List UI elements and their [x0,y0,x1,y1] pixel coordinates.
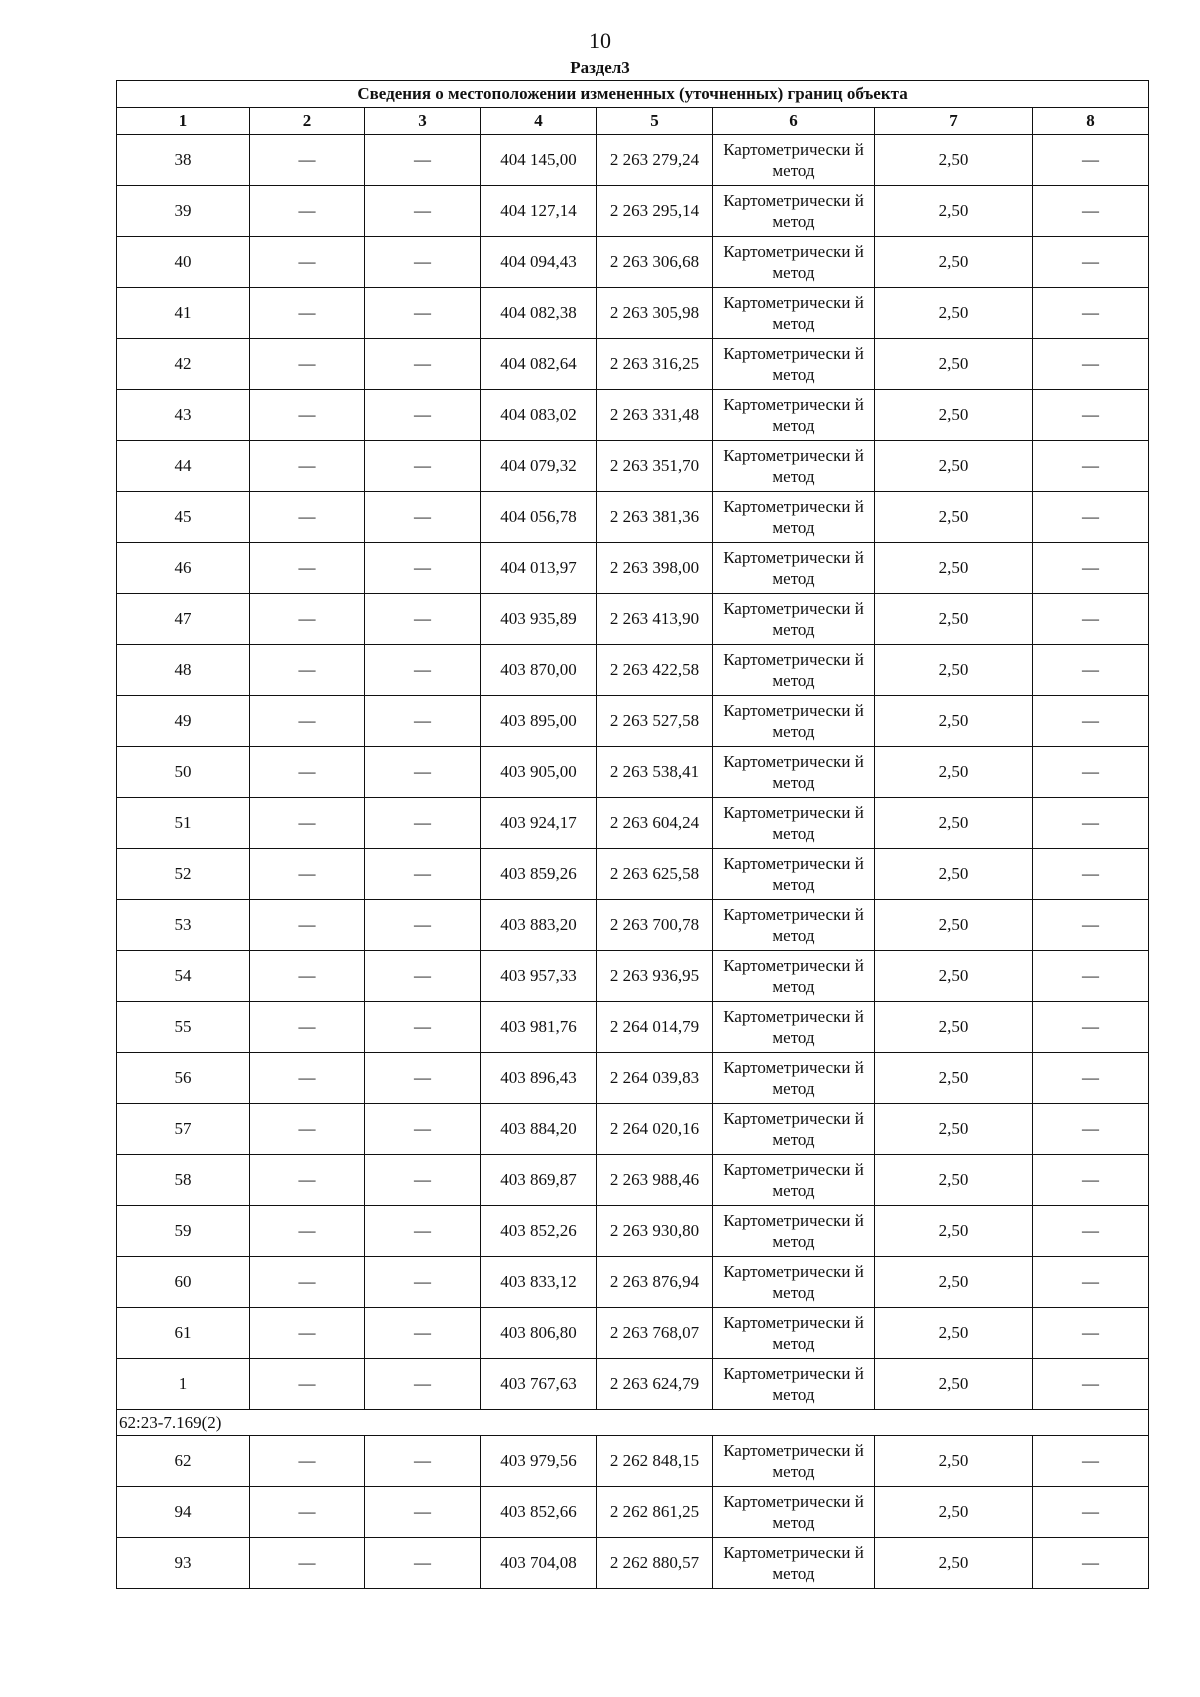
table-row [117,900,1149,951]
empty-cell: — [1033,1436,1149,1487]
empty-cell: — [365,849,481,900]
coordinate-y-cell: 2 263 930,80 [597,1206,713,1257]
empty-cell: — [250,747,365,798]
method-cell: Картометрически й метод [713,951,875,1002]
method-cell: Картометрически й метод [713,594,875,645]
accuracy-cell: 2,50 [875,900,1033,951]
coordinate-x-cell: 404 082,64 [481,339,597,390]
table-caption-row [117,81,1149,108]
table-caption: Сведения о местоположении измененных (уточненных) границ объекта [117,81,1149,108]
group-label-row [117,1410,1149,1436]
table-row [117,1104,1149,1155]
coordinate-x-cell: 403 896,43 [481,1053,597,1104]
table-row [117,441,1149,492]
accuracy-cell: 2,50 [875,696,1033,747]
empty-cell: — [250,543,365,594]
empty-cell: — [1033,186,1149,237]
accuracy-cell: 2,50 [875,186,1033,237]
method-cell: Картометрически й метод [713,1257,875,1308]
method-cell: Картометрически й метод [713,798,875,849]
method-cell: Картометрически й метод [713,492,875,543]
accuracy-cell: 2,50 [875,390,1033,441]
coordinate-x-cell: 403 852,66 [481,1487,597,1538]
column-number: 6 [713,108,875,135]
point-cell: 40 [117,237,250,288]
accuracy-cell: 2,50 [875,1002,1033,1053]
empty-cell: — [1033,900,1149,951]
method-cell: Картометрически й метод [713,288,875,339]
coordinate-y-cell: 2 264 020,16 [597,1104,713,1155]
empty-cell: — [250,1308,365,1359]
table-body [117,135,1149,1589]
empty-cell: — [250,1002,365,1053]
method-cell: Картометрически й метод [713,186,875,237]
empty-cell: — [1033,390,1149,441]
empty-cell: — [1033,492,1149,543]
empty-cell: — [250,594,365,645]
accuracy-cell: 2,50 [875,237,1033,288]
empty-cell: — [365,645,481,696]
coordinate-y-cell: 2 263 527,58 [597,696,713,747]
accuracy-cell: 2,50 [875,1359,1033,1410]
method-cell: Картометрически й метод [713,339,875,390]
coordinate-x-cell: 404 145,00 [481,135,597,186]
method-cell: Картометрически й метод [713,1359,875,1410]
accuracy-cell: 2,50 [875,1257,1033,1308]
empty-cell: — [365,1308,481,1359]
accuracy-cell: 2,50 [875,1308,1033,1359]
point-cell: 1 [117,1359,250,1410]
table-row [117,492,1149,543]
method-cell: Картометрически й метод [713,1053,875,1104]
point-cell: 48 [117,645,250,696]
table-row [117,186,1149,237]
coordinate-x-cell: 404 056,78 [481,492,597,543]
point-cell: 46 [117,543,250,594]
empty-cell: — [250,492,365,543]
empty-cell: — [250,798,365,849]
point-cell: 42 [117,339,250,390]
column-number: 3 [365,108,481,135]
coordinate-x-cell: 404 013,97 [481,543,597,594]
point-cell: 38 [117,135,250,186]
empty-cell: — [250,1359,365,1410]
empty-cell: — [250,1104,365,1155]
coordinate-y-cell: 2 263 305,98 [597,288,713,339]
accuracy-cell: 2,50 [875,1206,1033,1257]
empty-cell: — [1033,1002,1149,1053]
accuracy-cell: 2,50 [875,543,1033,594]
method-cell: Картометрически й метод [713,849,875,900]
coordinate-y-cell: 2 263 422,58 [597,645,713,696]
method-cell: Картометрически й метод [713,747,875,798]
coordinate-y-cell: 2 264 014,79 [597,1002,713,1053]
empty-cell: — [1033,1206,1149,1257]
accuracy-cell: 2,50 [875,594,1033,645]
table-row [117,390,1149,441]
empty-cell: — [250,1257,365,1308]
empty-cell: — [1033,1538,1149,1589]
table-row [117,1002,1149,1053]
accuracy-cell: 2,50 [875,798,1033,849]
table-row [117,1257,1149,1308]
coordinate-x-cell: 403 905,00 [481,747,597,798]
coordinate-x-cell: 403 806,80 [481,1308,597,1359]
table-row [117,1308,1149,1359]
empty-cell: — [365,1053,481,1104]
accuracy-cell: 2,50 [875,288,1033,339]
method-cell: Картометрически й метод [713,1538,875,1589]
column-number: 5 [597,108,713,135]
empty-cell: — [365,288,481,339]
coordinate-x-cell: 404 127,14 [481,186,597,237]
accuracy-cell: 2,50 [875,135,1033,186]
accuracy-cell: 2,50 [875,1053,1033,1104]
empty-cell: — [365,1206,481,1257]
coordinate-x-cell: 404 079,32 [481,441,597,492]
coordinate-y-cell: 2 263 279,24 [597,135,713,186]
table-row [117,951,1149,1002]
accuracy-cell: 2,50 [875,849,1033,900]
accuracy-cell: 2,50 [875,441,1033,492]
table-row [117,1155,1149,1206]
point-cell: 62 [117,1436,250,1487]
table-row [117,237,1149,288]
table-row [117,747,1149,798]
accuracy-cell: 2,50 [875,1487,1033,1538]
coordinate-y-cell: 2 263 331,48 [597,390,713,441]
coordinate-x-cell: 403 883,20 [481,900,597,951]
empty-cell: — [250,237,365,288]
coordinate-y-cell: 2 263 624,79 [597,1359,713,1410]
point-cell: 58 [117,1155,250,1206]
coordinate-x-cell: 403 979,56 [481,1436,597,1487]
coordinate-y-cell: 2 263 413,90 [597,594,713,645]
empty-cell: — [1033,951,1149,1002]
table-row [117,696,1149,747]
point-cell: 43 [117,390,250,441]
coordinate-y-cell: 2 263 876,94 [597,1257,713,1308]
coordinate-x-cell: 404 094,43 [481,237,597,288]
point-cell: 54 [117,951,250,1002]
table-row [117,1436,1149,1487]
point-cell: 57 [117,1104,250,1155]
table-row [117,543,1149,594]
coordinate-y-cell: 2 262 848,15 [597,1436,713,1487]
empty-cell: — [365,1155,481,1206]
empty-cell: — [365,594,481,645]
table-row [117,1359,1149,1410]
coordinate-x-cell: 403 869,87 [481,1155,597,1206]
point-cell: 45 [117,492,250,543]
empty-cell: — [365,798,481,849]
empty-cell: — [250,696,365,747]
point-cell: 94 [117,1487,250,1538]
empty-cell: — [1033,1053,1149,1104]
point-cell: 47 [117,594,250,645]
empty-cell: — [365,237,481,288]
coordinate-x-cell: 403 924,17 [481,798,597,849]
accuracy-cell: 2,50 [875,1436,1033,1487]
empty-cell: — [1033,135,1149,186]
column-number: 4 [481,108,597,135]
empty-cell: — [250,186,365,237]
table-row [117,849,1149,900]
method-cell: Картометрически й метод [713,1206,875,1257]
point-cell: 50 [117,747,250,798]
coordinate-y-cell: 2 263 936,95 [597,951,713,1002]
point-cell: 60 [117,1257,250,1308]
table-row [117,645,1149,696]
coordinate-y-cell: 2 263 306,68 [597,237,713,288]
empty-cell: — [365,543,481,594]
empty-cell: — [250,441,365,492]
coordinate-x-cell: 403 895,00 [481,696,597,747]
empty-cell: — [1033,1308,1149,1359]
empty-cell: — [1033,543,1149,594]
empty-cell: — [365,1104,481,1155]
method-cell: Картометрически й метод [713,1436,875,1487]
column-number: 8 [1033,108,1149,135]
coordinate-y-cell: 2 263 625,58 [597,849,713,900]
coordinate-y-cell: 2 263 988,46 [597,1155,713,1206]
coordinate-y-cell: 2 263 700,78 [597,900,713,951]
empty-cell: — [365,186,481,237]
method-cell: Картометрически й метод [713,390,875,441]
coordinate-y-cell: 2 263 604,24 [597,798,713,849]
accuracy-cell: 2,50 [875,1155,1033,1206]
accuracy-cell: 2,50 [875,1104,1033,1155]
empty-cell: — [250,1155,365,1206]
coordinate-x-cell: 404 082,38 [481,288,597,339]
section-title: Раздел3 [570,58,630,77]
table-row [117,339,1149,390]
coordinate-x-cell: 403 852,26 [481,1206,597,1257]
coordinate-x-cell: 403 870,00 [481,645,597,696]
method-cell: Картометрически й метод [713,900,875,951]
empty-cell: — [365,1538,481,1589]
point-cell: 61 [117,1308,250,1359]
empty-cell: — [250,849,365,900]
empty-cell: — [250,1487,365,1538]
coordinate-y-cell: 2 263 768,07 [597,1308,713,1359]
empty-cell: — [1033,288,1149,339]
point-cell: 44 [117,441,250,492]
coordinate-x-cell: 403 884,20 [481,1104,597,1155]
point-cell: 51 [117,798,250,849]
column-number-row [117,108,1149,135]
table-row [117,135,1149,186]
empty-cell: — [1033,441,1149,492]
page-number: 10 [589,28,611,53]
accuracy-cell: 2,50 [875,747,1033,798]
coordinate-y-cell: 2 263 538,41 [597,747,713,798]
table-row [117,1487,1149,1538]
coordinate-y-cell: 2 263 381,36 [597,492,713,543]
point-cell: 55 [117,1002,250,1053]
group-label: 62:23-7.169(2) [117,1410,1149,1436]
method-cell: Картометрически й метод [713,1155,875,1206]
empty-cell: — [365,747,481,798]
empty-cell: — [250,135,365,186]
point-cell: 39 [117,186,250,237]
method-cell: Картометрически й метод [713,1308,875,1359]
point-cell: 52 [117,849,250,900]
table-row [117,288,1149,339]
coordinate-y-cell: 2 263 316,25 [597,339,713,390]
empty-cell: — [365,390,481,441]
empty-cell: — [250,1053,365,1104]
accuracy-cell: 2,50 [875,1538,1033,1589]
empty-cell: — [1033,798,1149,849]
empty-cell: — [365,1436,481,1487]
empty-cell: — [250,1538,365,1589]
table-row [117,1206,1149,1257]
table-row [117,594,1149,645]
empty-cell: — [365,441,481,492]
empty-cell: — [250,645,365,696]
empty-cell: — [250,900,365,951]
empty-cell: — [1033,594,1149,645]
empty-cell: — [250,288,365,339]
empty-cell: — [1033,237,1149,288]
empty-cell: — [250,339,365,390]
empty-cell: — [365,900,481,951]
empty-cell: — [365,1002,481,1053]
point-cell: 53 [117,900,250,951]
empty-cell: — [250,951,365,1002]
point-cell: 41 [117,288,250,339]
table-row [117,1538,1149,1589]
point-cell: 59 [117,1206,250,1257]
method-cell: Картометрически й метод [713,696,875,747]
table-row [117,798,1149,849]
method-cell: Картометрически й метод [713,645,875,696]
accuracy-cell: 2,50 [875,339,1033,390]
coordinate-y-cell: 2 263 351,70 [597,441,713,492]
empty-cell: — [365,1257,481,1308]
point-cell: 49 [117,696,250,747]
coordinate-x-cell: 403 957,33 [481,951,597,1002]
empty-cell: — [1033,1155,1149,1206]
accuracy-cell: 2,50 [875,645,1033,696]
empty-cell: — [365,135,481,186]
coordinate-x-cell: 403 767,63 [481,1359,597,1410]
empty-cell: — [365,339,481,390]
empty-cell: — [365,492,481,543]
boundary-coordinates-table [116,80,1149,1589]
empty-cell: — [250,1436,365,1487]
coordinate-y-cell: 2 262 880,57 [597,1538,713,1589]
accuracy-cell: 2,50 [875,951,1033,1002]
empty-cell: — [1033,747,1149,798]
empty-cell: — [250,1206,365,1257]
empty-cell: — [1033,1104,1149,1155]
method-cell: Картометрически й метод [713,1104,875,1155]
point-cell: 93 [117,1538,250,1589]
coordinate-y-cell: 2 263 295,14 [597,186,713,237]
empty-cell: — [1033,339,1149,390]
method-cell: Картометрически й метод [713,1487,875,1538]
method-cell: Картометрически й метод [713,237,875,288]
empty-cell: — [1033,696,1149,747]
coordinate-y-cell: 2 264 039,83 [597,1053,713,1104]
coordinate-x-cell: 404 083,02 [481,390,597,441]
empty-cell: — [1033,1487,1149,1538]
method-cell: Картометрически й метод [713,135,875,186]
column-number: 2 [250,108,365,135]
accuracy-cell: 2,50 [875,492,1033,543]
column-number: 7 [875,108,1033,135]
empty-cell: — [365,951,481,1002]
method-cell: Картометрически й метод [713,543,875,594]
empty-cell: — [1033,849,1149,900]
coordinate-y-cell: 2 262 861,25 [597,1487,713,1538]
empty-cell: — [365,1359,481,1410]
empty-cell: — [250,390,365,441]
empty-cell: — [1033,1257,1149,1308]
empty-cell: — [1033,1359,1149,1410]
empty-cell: — [1033,645,1149,696]
coordinate-x-cell: 403 859,26 [481,849,597,900]
method-cell: Картометрически й метод [713,1002,875,1053]
coordinate-x-cell: 403 704,08 [481,1538,597,1589]
empty-cell: — [365,696,481,747]
method-cell: Картометрически й метод [713,441,875,492]
coordinate-x-cell: 403 833,12 [481,1257,597,1308]
point-cell: 56 [117,1053,250,1104]
table-row [117,1053,1149,1104]
coordinate-y-cell: 2 263 398,00 [597,543,713,594]
coordinate-x-cell: 403 935,89 [481,594,597,645]
empty-cell: — [365,1487,481,1538]
coordinate-x-cell: 403 981,76 [481,1002,597,1053]
column-number: 1 [117,108,250,135]
